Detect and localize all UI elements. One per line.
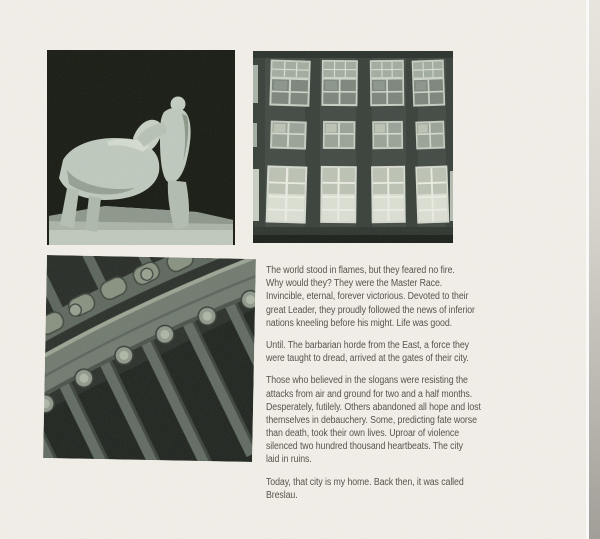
- text-line: Desperately, futilely. Others abandoned all hope and lost: [266, 401, 481, 413]
- right-page-edge: [589, 0, 600, 539]
- text-line: The world stood in flames, but they feared no fire.: [266, 265, 455, 276]
- paragraph-4: [266, 476, 521, 502]
- text-line: laid in ruins.: [266, 454, 312, 466]
- building-photo-art: [253, 51, 453, 243]
- text-line: Breslau.: [266, 489, 298, 501]
- text-line: attacks from air and ground for two and a half months.: [266, 388, 473, 400]
- text-line: Invincible, eternal, forever victorious. Devoted to their: [266, 291, 469, 303]
- statue-photo: [47, 50, 235, 245]
- paragraph-1: [266, 264, 521, 330]
- film-grain: [43, 255, 256, 462]
- text-line: nations kneeling before his might. Life was good.: [266, 317, 452, 329]
- building-photo: [253, 51, 453, 243]
- text-line: Until. The barbarian horde from the East, a force they: [266, 339, 469, 351]
- text-line: Today, that city is my home. Back then, it was called: [266, 476, 464, 488]
- text-line: Why would they? They were the Master Race.: [266, 278, 443, 290]
- machinery-photo: [43, 255, 256, 462]
- paragraph-2: [266, 339, 521, 365]
- paragraph-3: [266, 374, 521, 466]
- text-line: themselves in debauchery. Some, predicting fate worse: [266, 414, 477, 426]
- text-line: than death, took their own lives. Uproar of violence: [266, 428, 460, 440]
- text-line: Those who believed in the slogans were resisting the: [266, 375, 468, 387]
- text-line: great Leader, they proudly followed the news of inferior: [266, 304, 475, 316]
- text-line: were taught to dread, arrived at the gates of their city.: [266, 353, 469, 365]
- statue-photo-art: [47, 50, 235, 245]
- film-grain: [253, 51, 453, 243]
- liner-notes-text: [266, 264, 521, 511]
- film-grain: [47, 50, 235, 245]
- text-line: silenced two hundred thousand heartbeats. The city: [266, 441, 463, 453]
- machinery-photo-art: [43, 255, 256, 462]
